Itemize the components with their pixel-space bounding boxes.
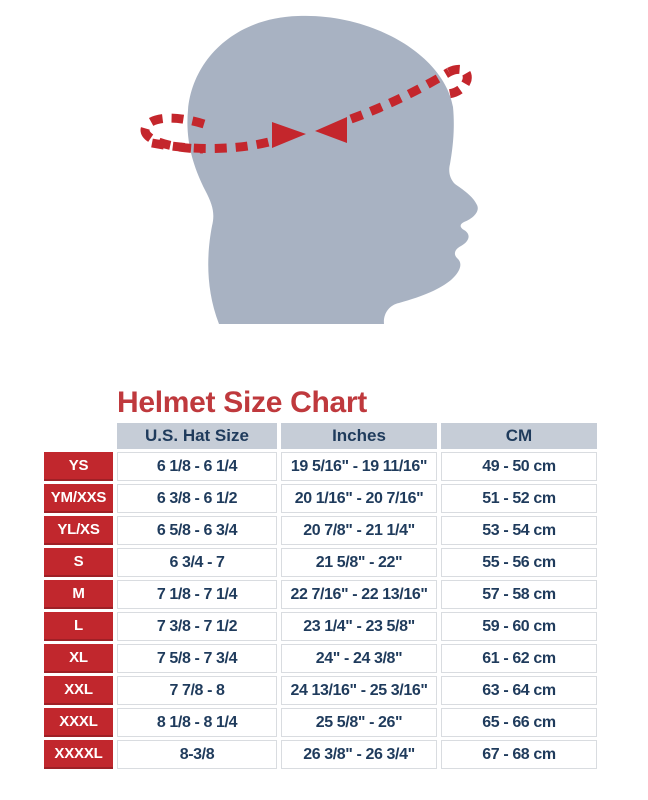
inches-cell: 20 7/8" - 21 1/4" [281,516,437,545]
table-row [44,484,597,513]
hat-size-cell: 6 5/8 - 6 3/4 [117,516,277,545]
hat-size-cell: 7 7/8 - 8 [117,676,277,705]
hat-size-cell: 7 3/8 - 7 1/2 [117,612,277,641]
table-row [44,548,597,577]
size-label-cell: XXXXL [44,740,113,769]
size-label-cell: M [44,580,113,609]
cm-cell: 59 - 60 cm [441,612,597,641]
table-row [44,644,597,673]
page-title: Helmet Size Chart [117,386,367,419]
hat-size-cell: 6 1/8 - 6 1/4 [117,452,277,481]
inches-cell: 26 3/8" - 26 3/4" [281,740,437,769]
size-label-cell: YS [44,452,113,481]
hat-size-cell: 6 3/8 - 6 1/2 [117,484,277,513]
column-header-us-hat-size: U.S. Hat Size [117,423,277,449]
inches-cell: 19 5/16" - 19 11/16" [281,452,437,481]
size-label-cell: XL [44,644,113,673]
table-row [44,516,597,545]
column-header-inches: Inches [281,423,437,449]
inches-cell: 25 5/8" - 26" [281,708,437,737]
inches-cell: 24 13/16" - 25 3/16" [281,676,437,705]
size-label-cell: L [44,612,113,641]
cm-cell: 53 - 54 cm [441,516,597,545]
hat-size-cell: 7 5/8 - 7 3/4 [117,644,277,673]
cm-cell: 63 - 64 cm [441,676,597,705]
size-label-cell: YL/XS [44,516,113,545]
inches-cell: 23 1/4" - 23 5/8" [281,612,437,641]
table-row [44,708,597,737]
hat-size-cell: 8 1/8 - 8 1/4 [117,708,277,737]
size-label-cell: XXXL [44,708,113,737]
inches-cell: 20 1/16" - 20 7/16" [281,484,437,513]
inches-cell: 21 5/8" - 22" [281,548,437,577]
cm-cell: 57 - 58 cm [441,580,597,609]
hat-size-cell: 8-3/8 [117,740,277,769]
inches-cell: 24" - 24 3/8" [281,644,437,673]
header-row [44,423,597,449]
hat-size-cell: 7 1/8 - 7 1/4 [117,580,277,609]
cm-cell: 49 - 50 cm [441,452,597,481]
table-row [44,580,597,609]
cm-cell: 65 - 66 cm [441,708,597,737]
table-row [44,740,597,769]
cm-cell: 67 - 68 cm [441,740,597,769]
inches-cell: 22 7/16" - 22 13/16" [281,580,437,609]
tape-right-curl [448,69,467,94]
corner-spacer [44,423,113,449]
cm-cell: 61 - 62 cm [441,644,597,673]
table-row [44,676,597,705]
hat-size-cell: 6 3/4 - 7 [117,548,277,577]
helmet-size-table [40,420,601,772]
cm-cell: 55 - 56 cm [441,548,597,577]
head-measurement-illustration [0,0,648,360]
size-label-cell: XXL [44,676,113,705]
head-silhouette [187,16,477,324]
table-row [44,612,597,641]
cm-cell: 51 - 52 cm [441,484,597,513]
column-header-cm: CM [441,423,597,449]
size-label-cell: S [44,548,113,577]
size-label-cell: YM/XXS [44,484,113,513]
table-row [44,452,597,481]
